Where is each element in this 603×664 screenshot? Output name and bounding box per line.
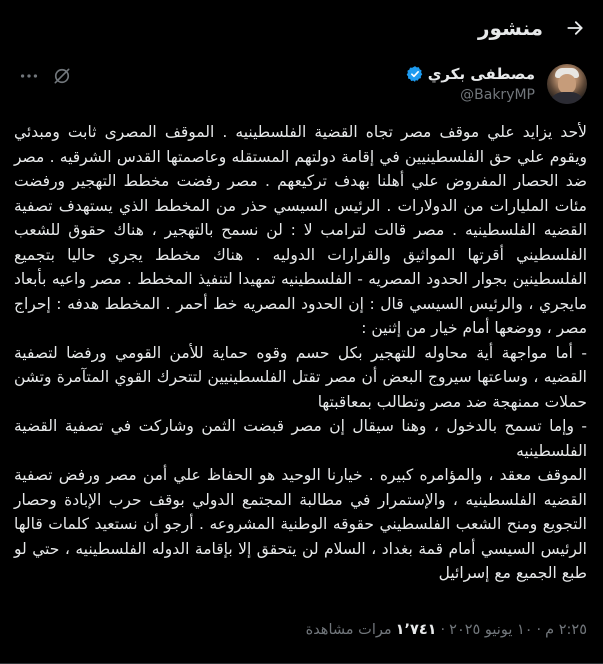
post-text: لأحد يزايد علي موقف مصر تجاه القضية الفلسطينيه . الموقف المصرى ثابت ومبدئي ويقوم علي حق الفلسطينيين في إقامة دولتهم المستقله وعاصمتها القدس الشرقيه . مصر ضد الحصار المفروض علي أهلنا بهدف تركيعهم . مصر رفضت مخطط التهجير ورفضت مئات المليارات من الدولارات . الرئيس السيسي حذر من المخطط الذي يستهدف تصفية القضيه الفلسطينيه . مصر قالت لترامب لا : لن نسمح بالتهجير ، هناك حقوق للشعب الفلسطيني أقرتها المواثيق والقرارات الدوليه . هناك مخطط يجري حاليا بتجميع الفلسطينين بجوار الحدود المصريه - الفلسطينيه تمهيدا لتنفيذ المخطط . مصر واعيه بأبعاد مايجري ، والرئيس السيسي قال : إن الحدود المصريه خط أحمر . المخطط هدفه : إحراج مصر ، ووضعها أمام خيار من إثنين : - أما مواجهة أية محاوله للتهجير بكل حسم وقوه حماية للأمن القومي ورفضا لتصفية القضيه ، وساعتها سيروج البعض أن مصر تقتل الفلسطينيين لتتحرك القوي المتآمرة وتشن حملات ممنهجة ضد مصر وتطالب بمعاقبتها - وإما تسمح بالدخول ، وهنا سيقال إن مصر قبضت الثمن وشاركت في تصفية القضية الفلسطينيه الموقف معقد ، والمؤامره كبيره . خيارنا الوحيد هو الحفاظ علي أمن مصر ورفض تصفية القضيه الفلسطينيه ، والإستمرار في مطالبة المجتمع الدولي بوقف حرب الإبادة وحصار التجويع ومنح الشعب الفلسطيني حقوقه الوطنية المشروعه . أرجو أن نستعيد كلمات قالها الرئيس السيسي أمام قمة بغداد ، السلام لن يتحقق إلا بإقامة الدوله الفلسطينيه ، حتي لو طبع الجميع مع إسرائيل — [14, 123, 587, 582]
post-time[interactable]: ٢:٢٥ م — [545, 622, 587, 638]
author-name-line — [406, 64, 535, 84]
author-handle[interactable]: @BakryMP — [460, 87, 535, 103]
meta-separator: · — [440, 622, 446, 638]
top-bar — [0, 0, 603, 56]
author-row — [16, 62, 587, 110]
grok-icon[interactable] — [52, 66, 72, 86]
page-title: منشور — [478, 16, 543, 40]
avatar[interactable] — [547, 64, 587, 104]
views-label: مرات مشاهدة — [305, 622, 392, 638]
more-options-icon[interactable] — [18, 66, 40, 86]
meta-separator: · — [536, 622, 542, 638]
post-date[interactable]: ١٠ يونيو ٢٠٢٥ — [449, 622, 533, 638]
post-meta — [16, 620, 587, 640]
arrow-right-icon[interactable] — [561, 14, 589, 42]
verified-badge-icon — [406, 65, 424, 83]
views-count: ١٬٧٤١ — [395, 622, 437, 638]
author-name[interactable]: مصطفى بكري — [427, 65, 535, 83]
